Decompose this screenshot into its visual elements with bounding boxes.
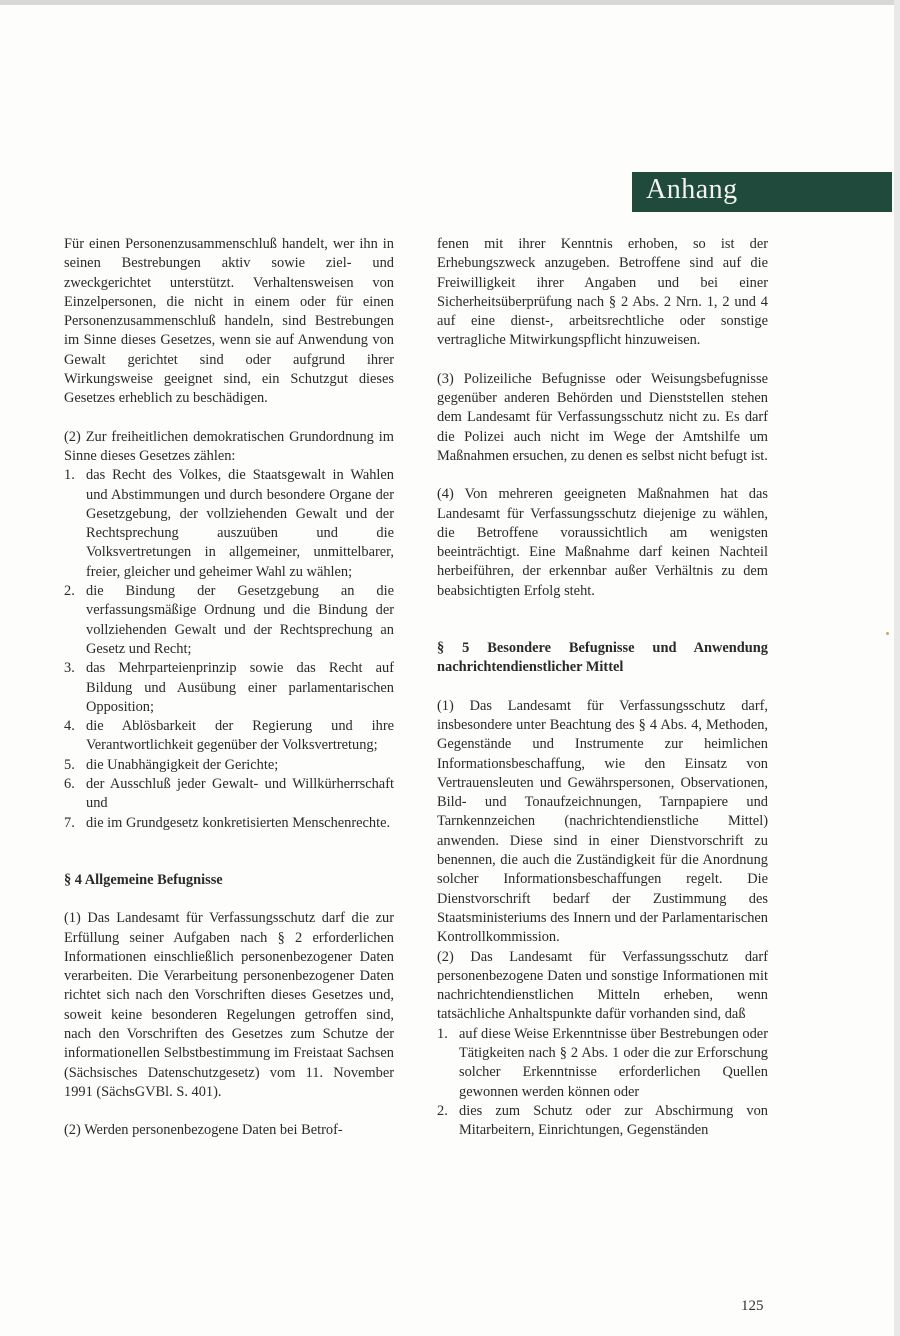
- section-5-heading: § 5 Besondere Befugnisse und Anwendung nachrichtendienstlicher Mittel: [437, 640, 768, 676]
- section-4-paragraph-3: (3) Polizeiliche Befugnisse oder Weisungsbefugnisse gegenüber anderen Behörden und Dienststellen stehen dem Landesamt für Verfassungsschutz nicht zu. Es darf die Polizei auch nicht im Wege der Amtshilfe um Maßnahmen ersuchen, zu denen es selbst nicht befugt ist.: [437, 370, 768, 464]
- scan-right-edge: [894, 0, 900, 1336]
- intro-paragraph: Für einen Personenzusammenschluß handelt, wer ihn in seinen Bestrebungen aktiv sowie ziel- und zweckgerichtet unterstützt. Verhaltensweisen von Einzelpersonen, die nicht in einem oder für einen Personenzusammenschluß handeln, sind Bestrebungen im Sinne dieses Gesetzes, wenn sie auf Anwendung von Gewalt gerichtet sind oder aufgrund ihrer Wirkungsweise geeignet sind, ein Schutzgut dieses Gesetzes erheblich zu beschädigen.: [64, 236, 394, 407]
- list-text: das Mehrparteienprinzip sowie das Recht auf Bildung und Ausübung einer parlamentarischen Opposition;: [86, 660, 394, 715]
- section-4-paragraph-4: (4) Von mehreren geeigneten Maßnahmen hat das Landesamt für Verfassungsschutz diejenige zu wählen, die Betroffene voraussichtlich am wenigsten beeinträchtigt. Eine Maßnahme darf keinen Nachteil herbeiführen, der erkennbar außer Verhältnis zu dem beabsichtigten Erfolg steht.: [437, 486, 768, 599]
- section-4-paragraph-1: (1) Das Landesamt für Verfassungsschutz darf die zur Erfüllung seiner Aufgaben nach § 2 erforderlichen Informationen einschließlich personenbezogener Daten verarbeiten. Die Verarbeitung personenbezogener Daten richtet sich nach den Vorschriften dieses Gesetzes und, soweit keine besonderen Regelungen getroffen sind, nach den Vorschriften des Gesetzes zum Schutze der informationellen Selbstbestimmung im Freistaat Sachsen (Sächsisches Datenschutzgesetz) vom 11. November 1991 (SächsGVBl. S. 401).: [64, 910, 394, 1100]
- scan-top-border: [0, 0, 900, 5]
- list-number: 1.: [64, 467, 75, 484]
- list-item: [437, 1025, 768, 1102]
- section-5-paragraph-2: (2) Das Landesamt für Verfassungsschutz darf personenbezogene Daten und sonstige Informationen mit nachrichtendienstlichen Mitteln erheben, wenn tatsächliche Anhaltspunkte dafür vorhanden sind, daß: [437, 948, 768, 1023]
- list-number: 4.: [64, 718, 75, 735]
- section-5-paragraph-1: (1) Das Landesamt für Verfassungsschutz darf, insbesondere unter Beachtung des § 4 Abs. 4, Methoden, Gegenstände und Instrumente zur heimlichen Informationsbeschaffung, wie den Einsatz von Vertrauensleuten und Gewährspersonen, Observationen, Bild- und Tonaufzeichnungen, Tarnpapiere und Tarnkennzeichen (nachrichtendienstliche Mittel) anwenden. Diese sind in einer Dienstvorschrift zu benennen, die auch die Zuständigkeit für die Anordnung solcher Informationsbeschaffungen regelt. Die Dienstvorschrift bedarf der Zustimmung des Staatsministeriums des Innern und der Parlamentarischen Kontrollkommission.: [437, 697, 768, 946]
- list-number: 3.: [64, 660, 75, 677]
- list-text: die im Grundgesetz konkretisierten Menschenrechte.: [86, 814, 391, 831]
- section-header-title: Anhang: [646, 174, 738, 205]
- right-column: [437, 235, 768, 1140]
- list-text: auf diese Weise Erkenntnisse über Bestrebungen oder Tätigkeiten nach § 2 Abs. 1 oder die zur Erforschung solcher Erkenntnisse erforderlichen Quellen gewonnen werden können oder: [459, 1025, 768, 1100]
- section-4-paragraph-2-start: (2) Werden personenbezogene Daten bei Betrof-: [64, 1122, 343, 1139]
- list-number: 2.: [437, 1102, 448, 1119]
- list-text: das Recht des Volkes, die Staatsgewalt in Wahlen und Abstimmungen und durch besondere Organe der Gesetzgebung, der vollziehenden Gewalt und der Rechtsprechung auszuüben und die Volksvertretungen in allgemeiner, unmittelbarer, freier, gleicher und geheimer Wahl zu wählen;: [86, 467, 394, 580]
- fdgo-list: [64, 466, 394, 833]
- scan-speck: [886, 632, 889, 635]
- list-number: 5.: [64, 756, 75, 773]
- list-item: [64, 659, 394, 717]
- page-number: 125: [741, 1298, 764, 1314]
- left-column: [64, 235, 394, 1140]
- paragraph-2-continued: fenen mit ihrer Kenntnis erhoben, so ist der Erhebungszweck anzugeben. Betroffene sind auf die Freiwilligkeit ihrer Angaben und bei einer Sicherheitsüberprüfung nach § 2 Abs. 2 Nrn. 1, 2 und 4 auf eine dienst-, arbeitsrechtliche oder sonstige vertragliche Mitwirkungspflicht hinzuweisen.: [437, 236, 768, 349]
- list-item: [64, 775, 394, 814]
- list-text: dies zum Schutz oder zur Abschirmung von Mitarbeitern, Einrichtungen, Gegenständen: [459, 1102, 768, 1139]
- list-text: der Ausschluß jeder Gewalt- und Willkürherrschaft und: [86, 776, 394, 812]
- list-number: 2.: [64, 583, 75, 600]
- list-item: [64, 717, 394, 756]
- list-item: [64, 814, 394, 833]
- list-text: die Ablösbarkeit der Regierung und ihre Verantwortlichkeit gegenüber der Volksvertretung;: [86, 718, 394, 754]
- list-item: [64, 756, 394, 775]
- list-item: [437, 1102, 768, 1141]
- list-item: [64, 466, 394, 582]
- section-5-list: [437, 1025, 768, 1141]
- section-4-heading: § 4 Allgemeine Befugnisse: [64, 871, 223, 888]
- list-number: 6.: [64, 776, 75, 793]
- list-text: die Bindung der Gesetzgebung an die verfassungsmäßige Ordnung und die Bindung der vollziehenden Gewalt und der Rechtsprechung an Gesetz und Recht;: [86, 583, 394, 657]
- list-text: die Unabhängigkeit der Gerichte;: [86, 756, 279, 773]
- section-header-bar: [632, 172, 892, 212]
- list-item: [64, 582, 394, 659]
- list-number: 1.: [437, 1025, 448, 1042]
- paragraph-2-intro: (2) Zur freiheitlichen demokratischen Grundordnung im Sinne dieses Gesetzes zählen:: [64, 428, 394, 464]
- list-number: 7.: [64, 814, 75, 831]
